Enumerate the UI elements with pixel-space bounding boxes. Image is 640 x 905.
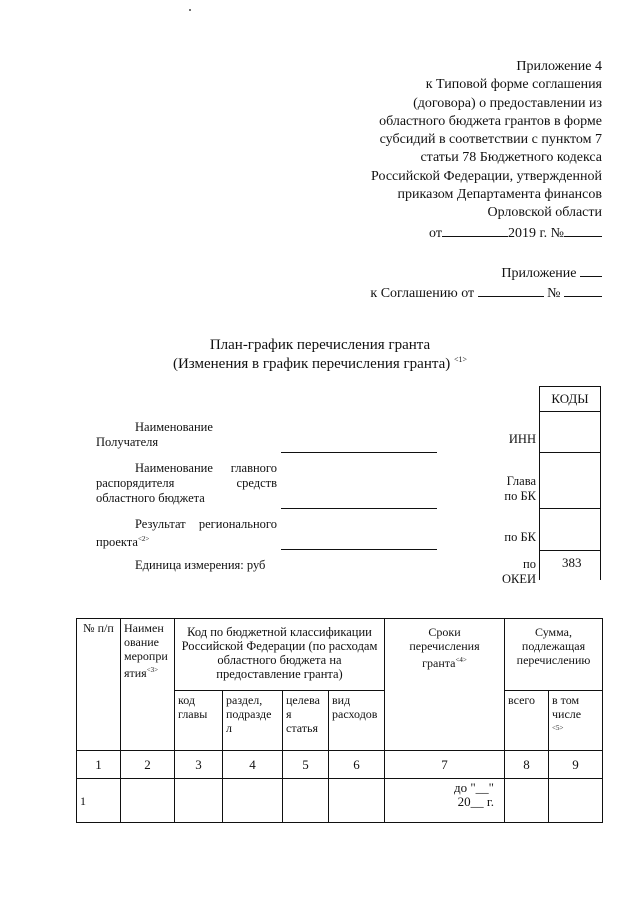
incl-header-footnote: <5>: [552, 724, 564, 732]
unit-label: Единица измерения: руб: [135, 558, 266, 572]
col-num-header-text: № п/п: [83, 621, 114, 635]
okei-label-2: ОКЕИ: [501, 572, 536, 586]
col-name-header: [121, 619, 175, 751]
okei-label-1: по: [523, 557, 536, 571]
col-number: 3: [175, 751, 223, 779]
result-line[interactable]: [281, 549, 437, 550]
sub-total-header: всего: [505, 691, 549, 751]
header-row-1: [77, 619, 603, 691]
razdel-header-part: л: [226, 721, 232, 735]
sub-vid-header: вид расходов: [329, 691, 385, 751]
incl-header-text: в том числе: [552, 693, 582, 721]
annex-label: Приложение: [501, 266, 577, 281]
result-label-text: проекта: [96, 535, 138, 550]
col-number: 7: [385, 751, 505, 779]
name-header-footnote: <3>: [146, 666, 159, 674]
annex-number-blank[interactable]: [580, 264, 602, 277]
row-num-cell: 1: [77, 779, 121, 823]
stat-header-part: статья: [286, 721, 318, 735]
appendix-line: к Типовой форме соглашения: [425, 77, 602, 93]
term-header-text: Сроки перечисления гранта: [409, 625, 480, 670]
scan-speck: [189, 9, 191, 11]
agreement-number-sign: №: [547, 286, 561, 301]
row-vid-cell[interactable]: [329, 779, 385, 823]
annex-agreement-line: [302, 284, 602, 304]
result-footnote: <2>: [137, 535, 150, 543]
glava-label-1: Глава: [506, 474, 536, 488]
term-date-line: до "__": [454, 780, 494, 795]
row-term-cell[interactable]: [385, 779, 505, 823]
document-title: План-график перечисления гранта: [209, 337, 431, 353]
bk-code-cell[interactable]: [540, 509, 600, 551]
agreement-prefix: к Соглашению от: [370, 286, 475, 301]
recipient-label-1: Наименование: [135, 420, 213, 434]
col-number: 1: [77, 751, 121, 779]
annex-header: [302, 264, 602, 304]
col-number: 5: [283, 751, 329, 779]
table-row: [77, 779, 603, 823]
name-header-part: меропри: [124, 649, 168, 663]
col-number: 2: [121, 751, 175, 779]
sub-razdel-header: [223, 691, 283, 751]
recipient-line[interactable]: [281, 452, 437, 453]
date-year: 2019 г. №: [507, 225, 564, 241]
row-stat-cell[interactable]: [283, 779, 329, 823]
okei-code-cell: 383: [562, 555, 582, 570]
glava-label-2: по БК: [504, 489, 536, 503]
date-prefix: от: [429, 225, 442, 241]
document-subtitle: [0, 355, 640, 373]
row-razdel-cell[interactable]: [223, 779, 283, 823]
appendix-line: Приложение 4: [516, 59, 602, 74]
razdel-header-part: подразде: [226, 707, 272, 721]
codes-header: КОДЫ: [540, 387, 600, 412]
appendix-line: статьи 78 Бюджетного кодекса: [420, 150, 602, 166]
appendix-date: [312, 224, 602, 243]
appendix-line: (договора) о предоставлении из: [413, 95, 602, 111]
agreement-date-blank[interactable]: [478, 284, 544, 297]
stat-header-part: целева: [286, 693, 320, 707]
codes-column: [539, 386, 601, 580]
col-number: 6: [329, 751, 385, 779]
razdel-header-part: раздел,: [226, 693, 263, 707]
row-name-cell[interactable]: [121, 779, 175, 823]
inn-code-cell[interactable]: [540, 412, 600, 453]
col-number: 8: [505, 751, 549, 779]
row-glava-cell[interactable]: [175, 779, 223, 823]
manager-label-3: областного бюджета: [96, 491, 205, 505]
appendix-line: областного бюджета грантов в форме: [379, 113, 602, 129]
col-number: 4: [223, 751, 283, 779]
col-num-header: [77, 619, 121, 751]
manager-line[interactable]: [281, 508, 437, 509]
sub-stat-header: [283, 691, 329, 751]
appendix-line: Орловской области: [487, 205, 602, 221]
bk-label: по БК: [504, 530, 536, 544]
glava-code-cell[interactable]: [540, 453, 600, 509]
inn-label: ИНН: [508, 432, 536, 446]
col-term-header: [385, 619, 505, 751]
number-blank[interactable]: [564, 224, 602, 237]
sub-incl-header: [549, 691, 603, 751]
appendix-line: Российской Федерации, утвержденной: [371, 168, 602, 184]
footnote-ref: <1>: [454, 355, 468, 364]
grant-schedule-table: [76, 618, 603, 823]
column-number-row: [77, 751, 603, 779]
name-header-part: Наимен: [124, 621, 164, 635]
agreement-number-blank[interactable]: [564, 284, 602, 297]
col-number: 9: [549, 751, 603, 779]
result-label-2: [96, 532, 149, 550]
term-year-line: 20__ г.: [457, 794, 494, 809]
result-label-1: Результат регионального: [135, 517, 277, 531]
appendix-line: субсидий в соответствии с пунктом 7: [379, 132, 602, 148]
date-blank[interactable]: [442, 224, 508, 237]
appendix-header: [312, 58, 602, 243]
col-code-header: Код по бюджетной классификации Российской Федерации (по расходам областного бюджета на предоставление гранта): [175, 619, 385, 691]
name-header-part: ятия: [124, 666, 147, 680]
recipient-label-2: Получателя: [96, 435, 159, 449]
sub-glava-header: код главы: [175, 691, 223, 751]
col-sum-header: Сумма, подлежащая перечислению: [505, 619, 603, 691]
manager-label-1: Наименование главного: [135, 461, 277, 475]
appendix-line: приказом Департамента финансов: [397, 187, 602, 203]
row-total-cell[interactable]: [505, 779, 549, 823]
annex-label-line: [302, 264, 602, 284]
name-header-part: ование: [124, 635, 160, 649]
manager-label-2: распорядителя средств: [96, 476, 277, 490]
row-incl-cell[interactable]: [549, 779, 603, 823]
stat-header-part: я: [286, 707, 292, 721]
term-header-footnote: <4>: [455, 656, 467, 664]
subtitle-text: (Изменения в график перечисления гранта): [172, 356, 451, 372]
